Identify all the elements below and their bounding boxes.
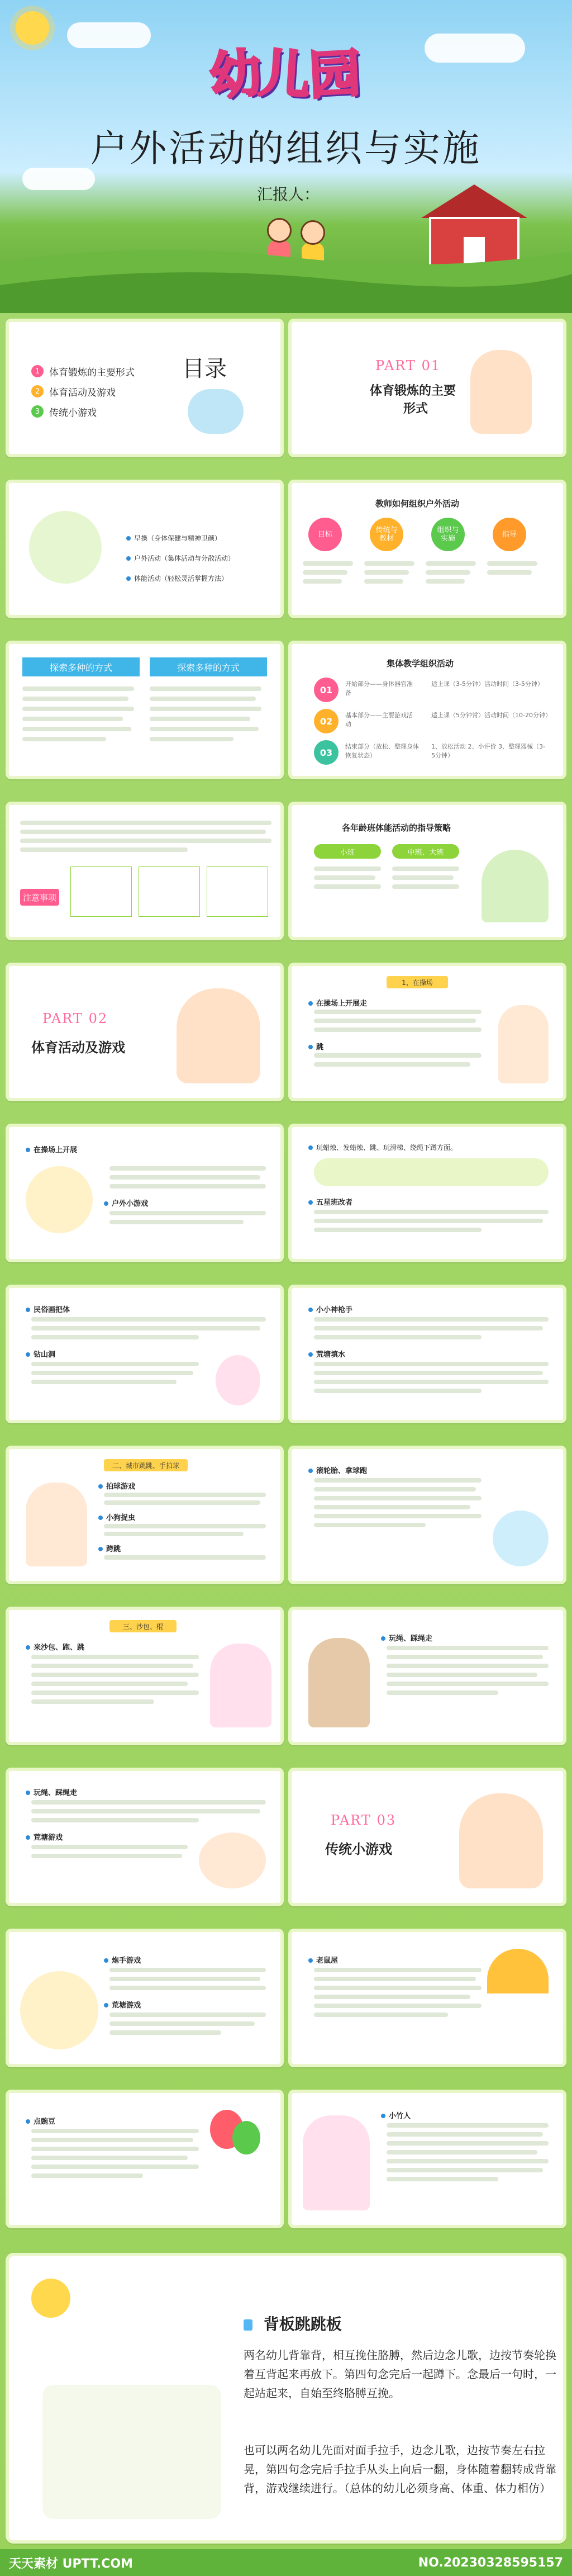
- section-tag: 三、沙包、棍: [109, 1620, 177, 1632]
- part-label: PART 01: [375, 358, 441, 373]
- bear-trumpet-illustration: [308, 1638, 370, 1727]
- kindergarten-logo: [184, 34, 385, 107]
- point-heading: 荒塘游戏: [26, 1831, 63, 1842]
- slide-part-02: [6, 963, 284, 1101]
- step-note: 适上课（5分钟常）活动时间（10-20分钟）: [431, 712, 551, 719]
- note-box: [207, 866, 268, 917]
- section-tag: 二、城市跳跳、手拍球: [104, 1459, 188, 1471]
- material-circle: 传统与 教材: [370, 518, 403, 551]
- logo-char: 儿: [256, 42, 313, 107]
- point-heading: 拍球游戏: [98, 1480, 135, 1491]
- parachute-icon: [487, 1949, 549, 1993]
- toc-label: 体育锻炼的主要形式: [49, 367, 135, 378]
- point-heading: 钻山洞: [26, 1348, 55, 1359]
- seesaw-kids-illustration: [42, 2385, 221, 2519]
- slide-teacher-organize: [288, 480, 566, 618]
- slide-explore: [6, 641, 284, 779]
- slide-rope-walk-2: [6, 1768, 284, 1906]
- slide-group-teaching: [288, 641, 566, 779]
- tab-small-class[interactable]: 小班: [314, 844, 381, 859]
- form-item: 体能活动（轻松灵活掌握方法）: [126, 574, 228, 583]
- rocking-horse-icon: [188, 389, 244, 434]
- step-note: 适上课（3-5分钟）活动时间（3-5分钟）: [431, 680, 544, 688]
- footer-site-logo[interactable]: 天天素材 UPTT.COM: [9, 2556, 133, 2571]
- point-heading: 户外小游戏: [104, 1197, 148, 1208]
- sun-icon: [31, 2279, 70, 2318]
- slide-mouse-house: [288, 1929, 566, 2067]
- implement-circle: 组织与 实施: [431, 518, 465, 551]
- point-heading: 跨跳: [98, 1543, 121, 1554]
- hero-section: [0, 0, 572, 313]
- part-title: 体育锻炼的主要: [370, 384, 456, 398]
- guide-circle: 指导: [493, 518, 526, 551]
- footer-bar: [0, 2549, 572, 2576]
- footer-serial: NO.20230328595157: [418, 2555, 563, 2570]
- point-heading: 炮手游戏: [104, 1954, 141, 1965]
- point-heading: 跳: [308, 1041, 323, 1052]
- slide-forms: [6, 480, 284, 618]
- step-note: 1、放松活动 2、小评价 3、整理器械（3-5分钟）: [431, 743, 545, 759]
- part-label: PART 03: [331, 1812, 397, 1828]
- child-illustration: [177, 988, 260, 1083]
- goal-circle: 目标: [308, 518, 342, 551]
- tab-middle-large-class[interactable]: 中班、大班: [392, 844, 459, 859]
- part-title: 体育活动及游戏: [31, 1040, 125, 1055]
- tree-watering-illustration: [482, 850, 549, 922]
- seesaw-paragraph-2: 也可以两名幼儿先面对面手拉手，边念儿歌，边按节奏左右拉晃，第四句念完后手拉手从头上向后一翻，身体随着翻转成背靠背，游戏继续进行。（总体的幼儿必须身高、体重、体力相仿）: [244, 2444, 556, 2495]
- grass-field: [0, 240, 572, 313]
- point-heading: 荒塘填水: [308, 1348, 345, 1359]
- form-item: 户外活动（集体活动与分散活动）: [126, 553, 235, 563]
- part-title-line2: 形式: [403, 402, 428, 416]
- point-heading: 来沙包、跑、跳: [26, 1641, 84, 1652]
- slide-gunner: [6, 1929, 284, 2067]
- toc-item-2[interactable]: [31, 385, 116, 398]
- point-heading: 玩蜡烛、发蜡烛、跳、玩滑梯、绕绳下蹲方面。: [308, 1143, 457, 1152]
- slide-notes: [6, 802, 284, 940]
- girl-illustration: [210, 1644, 271, 1727]
- reading-child-illustration: [26, 1166, 93, 1233]
- slide-sandbag: [6, 1607, 284, 1745]
- step-label: 结束部分（放松、整理身体恢复状态）: [345, 743, 419, 759]
- footprints-icon: [216, 1355, 260, 1405]
- toc-item-3[interactable]: [31, 405, 97, 418]
- toc-label: 体育活动及游戏: [49, 387, 116, 399]
- point-heading: 五星班改者: [308, 1196, 352, 1207]
- form-item: 早操（身体保健与精神卫颜）: [126, 533, 221, 543]
- toc-num: 3: [31, 405, 44, 418]
- slide-peas: [6, 2090, 284, 2228]
- section-tag: 1、在操场: [387, 976, 448, 988]
- step-badge: 01: [314, 678, 339, 702]
- soccer-kids-illustration: [29, 511, 102, 584]
- point-heading: 荒塘游戏: [104, 1999, 141, 2010]
- step-label: 开始部分——身体器官准备: [345, 680, 413, 697]
- kids-group-illustration: [20, 1971, 98, 2049]
- seesaw-paragraph-1: 两名幼儿背靠背，相互挽住胳膊，然后边念儿歌，边按节奏轮换着互背起来再放下。第四句念完后一起蹲下。念最后一句时，一起站起来，自始至终胳膊互挽。: [244, 2348, 556, 2400]
- slide-part-01: [288, 319, 566, 457]
- sun-icon: [16, 11, 49, 45]
- point-heading: 玩绳、踩绳走: [26, 1787, 77, 1797]
- slide-ball-games: [6, 1446, 284, 1584]
- point-heading: 小狗捉虫: [98, 1512, 135, 1522]
- child-illustration: [470, 350, 532, 434]
- step-badge: 03: [314, 740, 339, 765]
- point-heading: 老鼠屋: [308, 1954, 338, 1965]
- slide-age-strategy: [288, 802, 566, 940]
- kid-illustration: [493, 1510, 549, 1566]
- point-heading: 小小神枪手: [308, 1304, 352, 1314]
- reporter-label: 汇报人：: [257, 185, 320, 203]
- part-title: 传统小游戏: [325, 1841, 392, 1857]
- slide-marksman: [288, 1285, 566, 1423]
- logo-char: 园: [307, 43, 363, 106]
- toc-num: 1: [31, 365, 44, 377]
- girl-illustration: [303, 2115, 370, 2210]
- ball-child-illustration: [26, 1483, 87, 1566]
- slide-title: 教师如何组织户外活动: [375, 499, 460, 509]
- point-heading: 玩绳、踩绳走: [381, 1632, 432, 1643]
- cloud-icon: [67, 22, 151, 48]
- balloon-icon: [232, 2121, 260, 2154]
- jump-rope-child-illustration: [498, 1005, 549, 1083]
- seesaw-title-text: 背板跳跳板: [263, 2315, 342, 2333]
- slide-seesaw: [6, 2253, 566, 2544]
- slide-bamboo-man: [288, 2090, 566, 2228]
- toc-num: 2: [31, 385, 44, 397]
- toc-label: 传统小游戏: [49, 407, 97, 419]
- slide-folk-games: [6, 1285, 284, 1423]
- slide-title: 各年龄班体能活动的指导策略: [342, 823, 451, 833]
- toc-title: 目录: [182, 356, 227, 382]
- point-heading: 在操场上开展: [26, 1144, 77, 1154]
- slide-title: 集体教学组织活动: [387, 659, 454, 669]
- point-heading: 民俗画把体: [26, 1304, 70, 1314]
- page-title: 户外活动的组织与实施: [90, 127, 482, 170]
- slide-playground-games: [6, 1124, 284, 1262]
- child-illustration: [459, 1793, 543, 1888]
- logo-char: 幼: [207, 42, 265, 107]
- jumping-kids-illustration: [199, 1832, 266, 1888]
- slide-playground: [288, 963, 566, 1101]
- point-heading: 小竹人: [381, 2110, 411, 2120]
- explore-header: 探索多种的方式: [150, 657, 267, 676]
- point-heading: 滚轮胎、拿球跑: [308, 1465, 367, 1475]
- notes-tag: 注意事项: [20, 889, 59, 906]
- seesaw-title: [244, 2312, 342, 2334]
- note-box: [139, 866, 200, 917]
- point-heading: 在操场上开展走: [308, 997, 367, 1008]
- slide-toc: [6, 319, 284, 457]
- slide-part-03: [288, 1768, 566, 1906]
- toc-item-1[interactable]: [31, 364, 135, 378]
- slide-candles: [288, 1124, 566, 1262]
- slide-tires: [288, 1446, 566, 1584]
- slide-rope-walk: [288, 1607, 566, 1745]
- point-heading: 点豌豆: [26, 2115, 55, 2126]
- explore-header: 探索多种的方式: [22, 657, 140, 676]
- step-badge: 02: [314, 709, 339, 733]
- part-label: PART 02: [42, 1011, 108, 1026]
- note-box: [70, 866, 132, 917]
- cloud-icon: [425, 34, 525, 63]
- step-label: 基本部分——主要游戏活动: [345, 712, 413, 728]
- kids-row-illustration: [314, 1158, 549, 1186]
